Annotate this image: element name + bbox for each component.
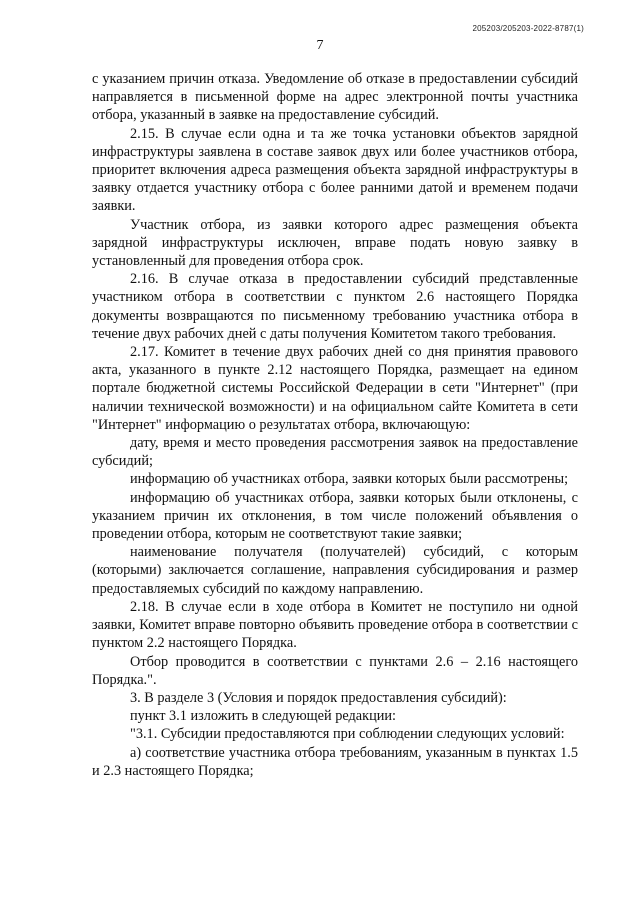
paragraph-item-3-1: пункт 3.1 изложить в следующей редакции: [130, 708, 397, 725]
document-body [92, 70, 578, 780]
list-item-date: дату, время и место проведения рассмотрения заявок на предоставление субсидий; [92, 435, 578, 470]
paragraph-participant: Участник отбора, из заявки которого адрес размещения объекта зарядной инфраструктуры исключен, вправе подать новую заявку в установленный для проведения отбора срок. [92, 216, 578, 270]
list-item-recipient: наименование получателя (получателей) субсидий, с которым (которыми) заключается соглашение, направления субсидирования и размер предоставляемых субсидий по каждому направлению. [92, 544, 578, 597]
paragraph-2-18: 2.18. В случае если в ходе отбора в Комитет не поступило ни одной заявки, Комитет вправе повторно объявить проведение отбора в соответствии с пунктом 2.2 настоящего Порядка. [92, 598, 578, 652]
page-number: 7 [316, 38, 324, 53]
paragraph-selection: Отбор проводится в соответствии с пунктами 2.6 – 2.16 настоящего Порядка.". [92, 653, 578, 688]
list-item-rejected: информацию об участниках отбора, заявки которых были отклонены, с указанием причин их отклонения, в том числе положений объявления о проведении отбора, которым не соответствуют такие заявки; [92, 489, 578, 543]
paragraph-section-3: 3. В разделе 3 (Условия и порядок предоставления субсидий): [130, 689, 507, 706]
paragraph-continuation: с указанием причин отказа. Уведомление об отказе в предоставлении субсидий направляется в письменной форме на адрес электронной почты участника отбора, указанный в заявке на предоставление субсидий. [92, 71, 578, 124]
document-id: 205203/205203-2022-8787(1) [472, 24, 584, 33]
paragraph-2-16: 2.16. В случае отказа в предоставлении субсидий представленные участником отбора в соответствии с пунктом 2.6 настоящего Порядка документы возвращаются по письменному требованию участника отбора в течение двух рабочих дней с даты получения Комитетом такого требования. [92, 271, 578, 342]
paragraph-condition-a: а) соответствие участника отбора требованиям, указанным в пунктах 1.5 и 2.3 настоящего Порядка; [92, 744, 578, 779]
list-item-reviewed: информацию об участниках отбора, заявки которых были рассмотрены; [130, 471, 569, 488]
paragraph-3-1: "3.1. Субсидии предоставляются при соблюдении следующих условий: [130, 726, 565, 743]
paragraph-2-17: 2.17. Комитет в течение двух рабочих дней со дня принятия правового акта, указанного в пункте 2.12 настоящего Порядка, размещает на едином портале бюджетной системы Российской Федерации в сети "Интернет" (при наличии технической возможности) и на официальном сайте Комитета в сети "Интернет" информацию о результатах отбора, включающую: [92, 344, 578, 433]
paragraph-2-15: 2.15. В случае если одна и та же точка установки объектов зарядной инфраструктуры заявлена в составе заявок двух или более участников отбора, приоритет включения адреса размещения объекта зарядной инфраструктуры в заявку отдается участнику отбора с более ранними датой и временем подачи заявки. [92, 125, 578, 215]
